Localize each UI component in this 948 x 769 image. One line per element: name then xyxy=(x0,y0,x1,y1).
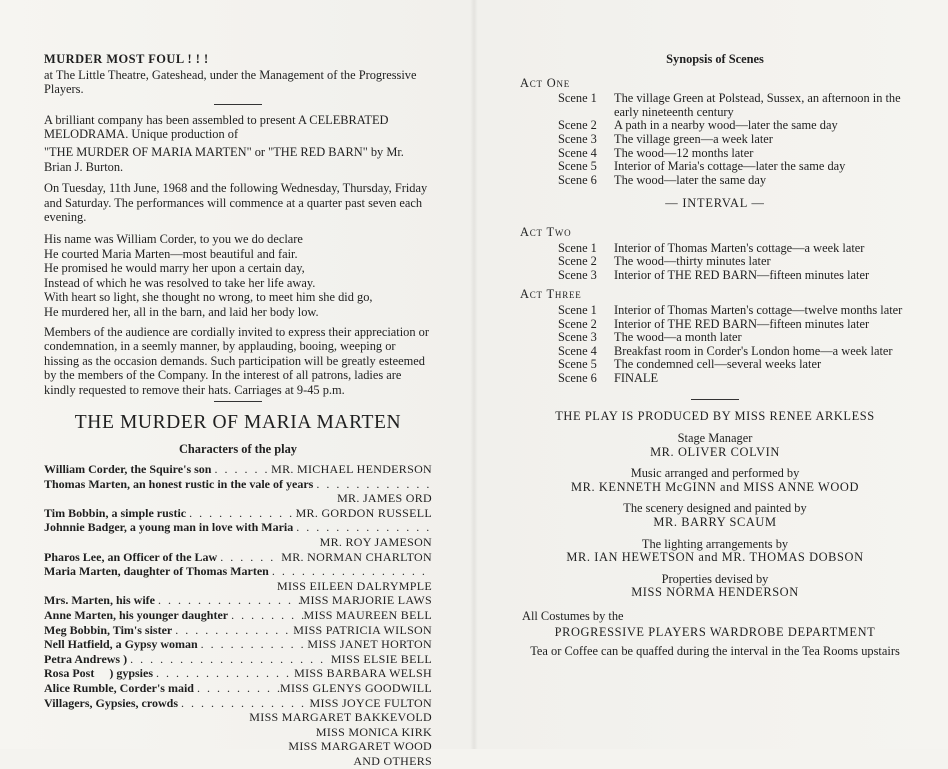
verse-line: Instead of which he was resolved to take her life away. xyxy=(44,275,316,290)
cast-row xyxy=(44,652,432,667)
scene-description: A path in a nearby wood—later the same day xyxy=(614,118,838,133)
verse-line: His name was William Corder, to you we do declare xyxy=(44,231,303,246)
scene-row xyxy=(558,331,910,345)
cast-row xyxy=(44,593,432,608)
scene-number: Scene 4 xyxy=(558,145,597,160)
right-page xyxy=(520,0,910,749)
scene-description: Interior of THE RED BARN—fifteen minutes later xyxy=(614,267,870,282)
role-name: Alice Rumble, Corder's maid xyxy=(44,680,194,695)
cast-row xyxy=(44,696,432,711)
scene-row xyxy=(558,304,910,318)
scene-row xyxy=(558,318,910,332)
verse-line: With heart so light, she thought no wrong, to meet him she did go, xyxy=(44,290,373,305)
role-name: Mrs. Marten, his wife xyxy=(44,593,155,608)
leader-dots xyxy=(217,550,281,565)
cast-row xyxy=(44,564,432,579)
scene-description: Interior of THE RED BARN—fifteen minutes later xyxy=(614,316,870,331)
scene-number: Scene 4 xyxy=(558,343,597,358)
scene-number: Scene 2 xyxy=(558,118,597,133)
costumes-credit: PROGRESSIVE PLAYERS WARDROBE DEPARTMENT xyxy=(554,624,876,639)
role-name: Meg Bobbin, Tim's sister xyxy=(44,622,173,637)
actor-name: MISS JANET HORTON xyxy=(307,637,432,652)
credit-label: The scenery designed and painted by xyxy=(623,501,807,516)
scene-description: Interior of Maria's cottage—later the same day xyxy=(614,159,846,174)
actor-name: MR. GORDON RUSSELL xyxy=(295,505,432,520)
scene-row xyxy=(558,255,910,269)
role-name: William Corder, the Squire's son xyxy=(44,462,212,477)
actor-name: MISS MARGARET WOOD xyxy=(288,739,432,754)
scene-description: Interior of Thomas Marten's cottage—twelve months later xyxy=(614,302,903,317)
synopsis-title: Synopsis of Scenes xyxy=(666,52,764,66)
leader-dots xyxy=(194,681,280,696)
producer-credit: THE PLAY IS PRODUCED BY MISS RENEE ARKLESS xyxy=(555,409,875,424)
scene-row xyxy=(558,269,910,283)
divider xyxy=(691,399,739,400)
scene-row xyxy=(558,92,910,119)
cast-row xyxy=(44,608,432,623)
role-name: Maria Marten, daughter of Thomas Marten xyxy=(44,564,269,579)
credit-label: Stage Manager xyxy=(677,431,753,446)
cast-row xyxy=(44,681,432,696)
cast-row xyxy=(44,462,432,477)
leader-dots xyxy=(211,462,271,477)
scene-row xyxy=(558,372,910,386)
leader-dots xyxy=(228,608,303,623)
divider xyxy=(214,401,262,402)
role-name: Pharos Lee, an Officer of the Law xyxy=(44,549,218,564)
scene-number: Scene 3 xyxy=(558,267,597,282)
act-heading: Act Two xyxy=(520,224,572,239)
credit-label: Properties devised by xyxy=(661,571,769,586)
verse-line: He promised he would marry her upon a certain day, xyxy=(44,261,305,276)
cast-row xyxy=(44,550,432,565)
scene-number: Scene 6 xyxy=(558,172,597,187)
role-name: Johnnie Badger, a young man in love with Maria xyxy=(44,520,294,535)
actor-name: MR. ROY JAMESON xyxy=(319,535,432,550)
scene-description: The condemned cell—several weeks later xyxy=(614,357,822,372)
scene-description: The wood—later the same day xyxy=(614,172,767,187)
role-name: Nell Hatfield, a Gypsy woman xyxy=(44,637,198,652)
role-name: Villagers, Gypsies, crowds xyxy=(44,695,178,710)
scene-row xyxy=(558,160,910,174)
scene-row xyxy=(558,147,910,161)
leader-dots xyxy=(198,637,308,652)
credits xyxy=(520,410,910,600)
actor-name: MISS MARGARET BAKKEVOLD xyxy=(249,710,432,725)
scene-row xyxy=(558,133,910,147)
leader-dots xyxy=(186,506,295,521)
credit-label: The lighting arrangements by xyxy=(641,536,789,551)
cast-row xyxy=(44,506,432,521)
scene-description: FINALE xyxy=(614,370,659,385)
leader-dots xyxy=(269,564,432,579)
costumes-label: All Costumes by the xyxy=(522,609,624,623)
cast-list xyxy=(44,462,432,768)
cast-row xyxy=(44,666,432,681)
credit-name: MR. IAN HEWETSON and MR. THOMAS DOBSON xyxy=(566,550,864,565)
actor-name: MISS MARJORIE LAWS xyxy=(299,593,432,608)
tea-note: Tea or Coffee can be quaffed during the interval in the Tea Rooms upstairs xyxy=(530,644,900,659)
credit-label: Music arranged and performed by xyxy=(630,466,800,481)
performance-dates-paragraph: On Tuesday, 11th June, 1968 and the following Wednesday, Thursday, Friday and Saturday. The performances will commence at a quarter past seven each evening. xyxy=(44,181,428,225)
actor-name: MISS PATRICIA WILSON xyxy=(293,622,432,637)
leader-dots xyxy=(127,652,331,667)
leader-dots xyxy=(155,593,300,608)
actor-name: MISS BARBARA WELSH xyxy=(294,666,432,681)
actor-name: MR. NORMAN CHARLTON xyxy=(281,549,432,564)
company-paragraph: A brilliant company has been assembled to present A CELEBRATED MELODRAMA. Unique production of xyxy=(44,112,389,142)
leader-dots xyxy=(153,666,294,681)
cast-heading: Characters of the play xyxy=(178,442,298,457)
actor-name: MR. MICHAEL HENDERSON xyxy=(271,462,432,477)
role-name: Rosa Post ) gypsies xyxy=(44,666,154,681)
scene-description: Interior of Thomas Marten's cottage—a week later xyxy=(614,240,865,255)
credit-name: MR. KENNETH McGINN and MISS ANNE WOOD xyxy=(570,479,859,494)
act-heading: Act One xyxy=(520,75,571,90)
scene-description: The wood—thirty minutes later xyxy=(614,254,771,269)
credit-name: MR. OLIVER COLVIN xyxy=(650,444,780,459)
act-heading: Act Three xyxy=(520,287,582,302)
actor-name: MISS JOYCE FULTON xyxy=(309,695,432,710)
actor-name: MISS EILEEN DALRYMPLE xyxy=(277,578,432,593)
intro-text: at The Little Theatre, Gateshead, under the Management of the Progressive Players. xyxy=(44,67,417,97)
cast-row xyxy=(44,477,432,492)
actor-name: AND OTHERS xyxy=(353,753,432,768)
scene-number: Scene 3 xyxy=(558,131,597,146)
scene-row xyxy=(558,119,910,133)
verse-line: He courted Maria Marten—most beautiful and fair. xyxy=(44,246,298,261)
scene-number: Scene 6 xyxy=(558,370,597,385)
actor-name: MISS MAUREEN BELL xyxy=(303,608,432,622)
leader-dots xyxy=(178,696,310,711)
scene-number: Scene 5 xyxy=(558,159,597,174)
scene-description: The village green—a week later xyxy=(614,131,773,146)
scene-number: Scene 2 xyxy=(558,316,597,331)
cast-row xyxy=(44,520,432,535)
scene-number: Scene 3 xyxy=(558,330,597,345)
actor-name: MISS GLENYS GOODWILL xyxy=(280,680,432,695)
scene-description: The village Green at Polstead, Sussex, an afternoon in the early nineteenth century xyxy=(614,91,901,119)
scene-number: Scene 2 xyxy=(558,254,597,269)
scene-row xyxy=(558,358,910,372)
production-title-paragraph: "THE MURDER OF MARIA MARTEN" or "THE RED BARN" by Mr. Brian J. Burton. xyxy=(44,144,404,174)
verse-line: He murdered her, all in the barn, and laid her body low. xyxy=(44,304,319,319)
leader-dots xyxy=(293,520,432,535)
scene-description: Breakfast room in Corder's London home—a week later xyxy=(614,343,893,358)
leader-dots xyxy=(313,477,432,492)
scene-description: The wood—12 months later xyxy=(614,145,754,160)
role-name: Thomas Marten, an honest rustic in the vale of years xyxy=(44,476,314,491)
scene-number: Scene 1 xyxy=(558,91,597,106)
leader-dots xyxy=(172,623,293,638)
audience-notice-paragraph: Members of the audience are cordially invited to express their appreciation or condemnation, in a seemly manner, by applauding, booing, weeping or hissing as the occasion demands. Such participation will be greatly esteemed by the members of the Company. In the interest of all patrons, ladies are kindly requested to remove their hats. Carriages at 9-45 p.m. xyxy=(44,324,429,397)
cast-row xyxy=(44,623,432,638)
scene-row xyxy=(558,345,910,359)
scene-row xyxy=(558,174,910,188)
ballad-verse xyxy=(44,232,432,320)
left-page xyxy=(44,0,432,768)
cast-row xyxy=(44,637,432,652)
scene-number: Scene 1 xyxy=(558,240,597,255)
divider xyxy=(214,104,262,105)
scene-number: Scene 1 xyxy=(558,302,597,317)
scene-row xyxy=(558,242,910,256)
intro-title: MURDER MOST FOUL ! ! ! xyxy=(44,52,209,66)
scene-description: The wood—a month later xyxy=(614,330,742,345)
actor-name: MISS ELSIE BELL xyxy=(330,651,432,666)
credit-name: MR. BARRY SCAUM xyxy=(653,515,777,530)
credit-name: MISS NORMA HENDERSON xyxy=(631,585,799,600)
role-name: Tim Bobbin, a simple rustic xyxy=(44,505,187,520)
role-name: Anne Marten, his younger daughter xyxy=(44,608,229,622)
scene-number: Scene 5 xyxy=(558,357,597,372)
role-name: Petra Andrews ) xyxy=(44,651,128,666)
play-title: THE MURDER OF MARIA MARTEN xyxy=(74,412,402,434)
interval-label: — INTERVAL — xyxy=(665,196,765,211)
actor-name: MISS MONICA KIRK xyxy=(315,724,432,739)
actor-name: MR. JAMES ORD xyxy=(337,491,432,506)
